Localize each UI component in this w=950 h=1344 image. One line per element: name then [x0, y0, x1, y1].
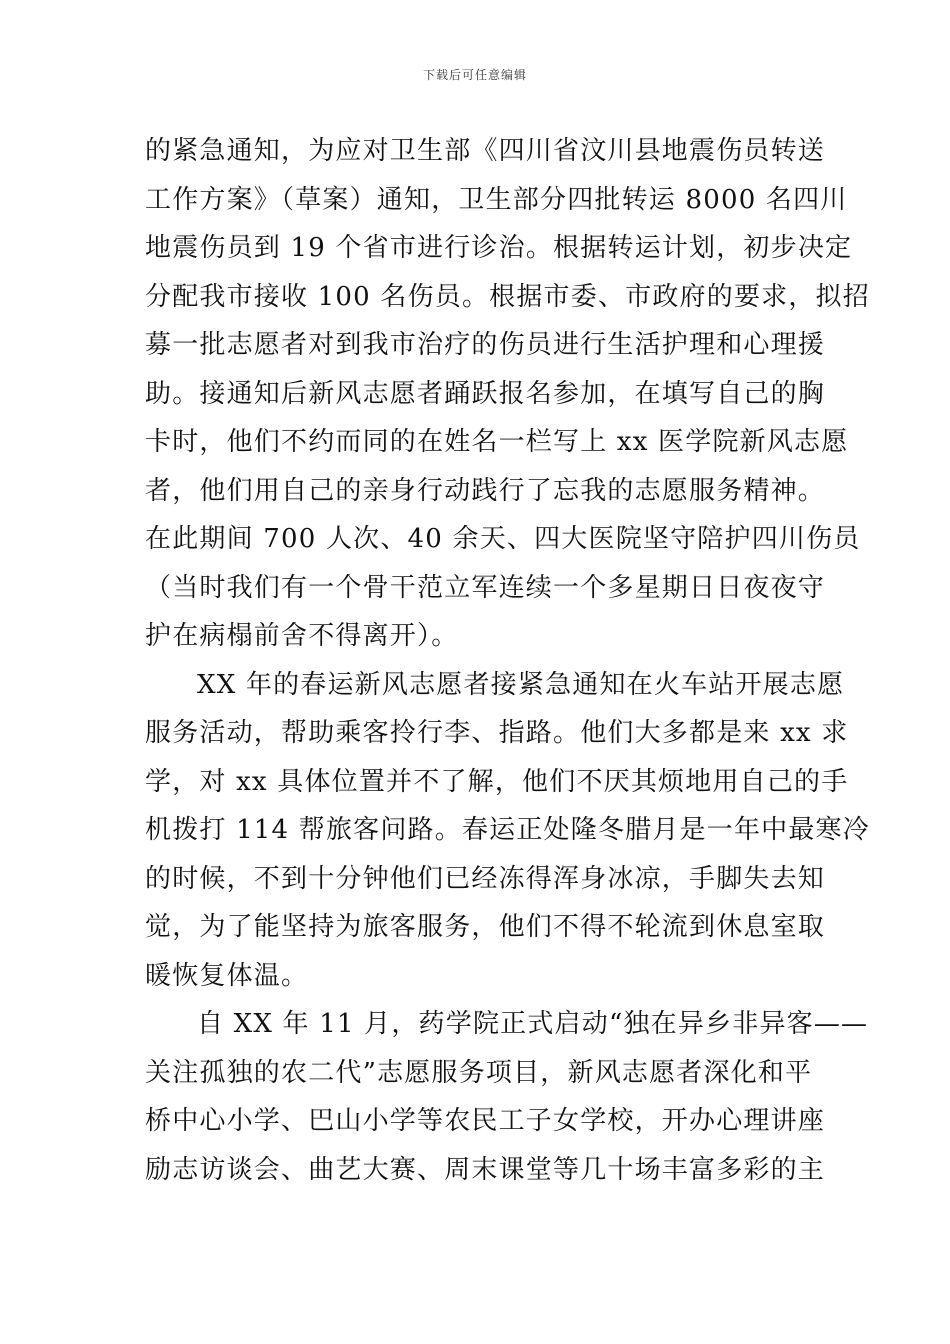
- text-line: 自 XX 年 11 月，药学院正式启动“独在异乡非异客——: [197, 1009, 869, 1039]
- text-line: 在此期间 700 人次、40 余天、四大医院坚守陪护四川伤员: [145, 524, 861, 554]
- text-line: 募一批志愿者对到我市治疗的伤员进行生活护理和心理援: [145, 330, 826, 360]
- paragraph-2: [145, 661, 870, 1001]
- text-line: 分配我市接收 100 名伤员。根据市委、市政府的要求，拟招: [145, 281, 870, 312]
- text-line: 者，他们用自己的亲身行动践行了忘我的志愿服务精神。: [145, 475, 826, 506]
- text-line: 服务活动，帮助乘客拎行李、指路。他们大多都是来 xx 求: [145, 718, 849, 748]
- text-line: 工作方案》（草案）通知，卫生部分四批转运 8000 名四川: [145, 184, 848, 215]
- text-line: 学，对 xx 具体位置并不了解，他们不厌其烦地用自己的手: [145, 766, 849, 797]
- text-line: 励志访谈会、曲艺大赛、周末课堂等几十场丰富多彩的主: [145, 1154, 826, 1185]
- text-line: 桥中心小学、巴山小学等农民工子女学校，开办心理讲座: [145, 1106, 826, 1136]
- text-line: XX 年的春运新风志愿者接紧急通知在火车站开展志愿: [197, 669, 845, 700]
- text-line: （当时我们有一个骨干范立军连续一个多星期日日夜夜守: [145, 572, 826, 603]
- document-body: [145, 127, 870, 1194]
- page-header: 下载后可任意编辑: [422, 68, 527, 82]
- text-line: 暖恢复体温。: [145, 960, 309, 991]
- text-line: 护在病榻前舍不得离开）。: [145, 621, 459, 651]
- text-line: 觉，为了能坚持为旅客服务，他们不得不轮流到休息室取: [145, 912, 826, 942]
- text-line: 机拨打 114 帮旅客问路。春运正处隆冬腊月是一年中最寒冷: [145, 815, 870, 845]
- paragraph-1: [145, 127, 870, 661]
- text-line: 关注孤独的农二代”志愿服务项目，新风志愿者深化和平: [145, 1057, 813, 1088]
- text-line: 地震伤员到 19 个省市进行诊治。根据转运计划，初步决定: [145, 233, 853, 263]
- text-line: 的紧急通知，为应对卫生部《四川省汶川县地震伤员转送: [145, 136, 826, 166]
- text-line: 卡时，他们不约而同的在姓名一栏写上 xx 医学院新风志愿: [145, 427, 849, 457]
- text-line: 的时候，不到十分钟他们已经冻得浑身冰凉，手脚失去知: [145, 863, 826, 894]
- text-line: 助。接通知后新风志愿者踊跃报名参加，在填写自己的胸: [145, 378, 826, 409]
- paragraph-3: [145, 1000, 869, 1194]
